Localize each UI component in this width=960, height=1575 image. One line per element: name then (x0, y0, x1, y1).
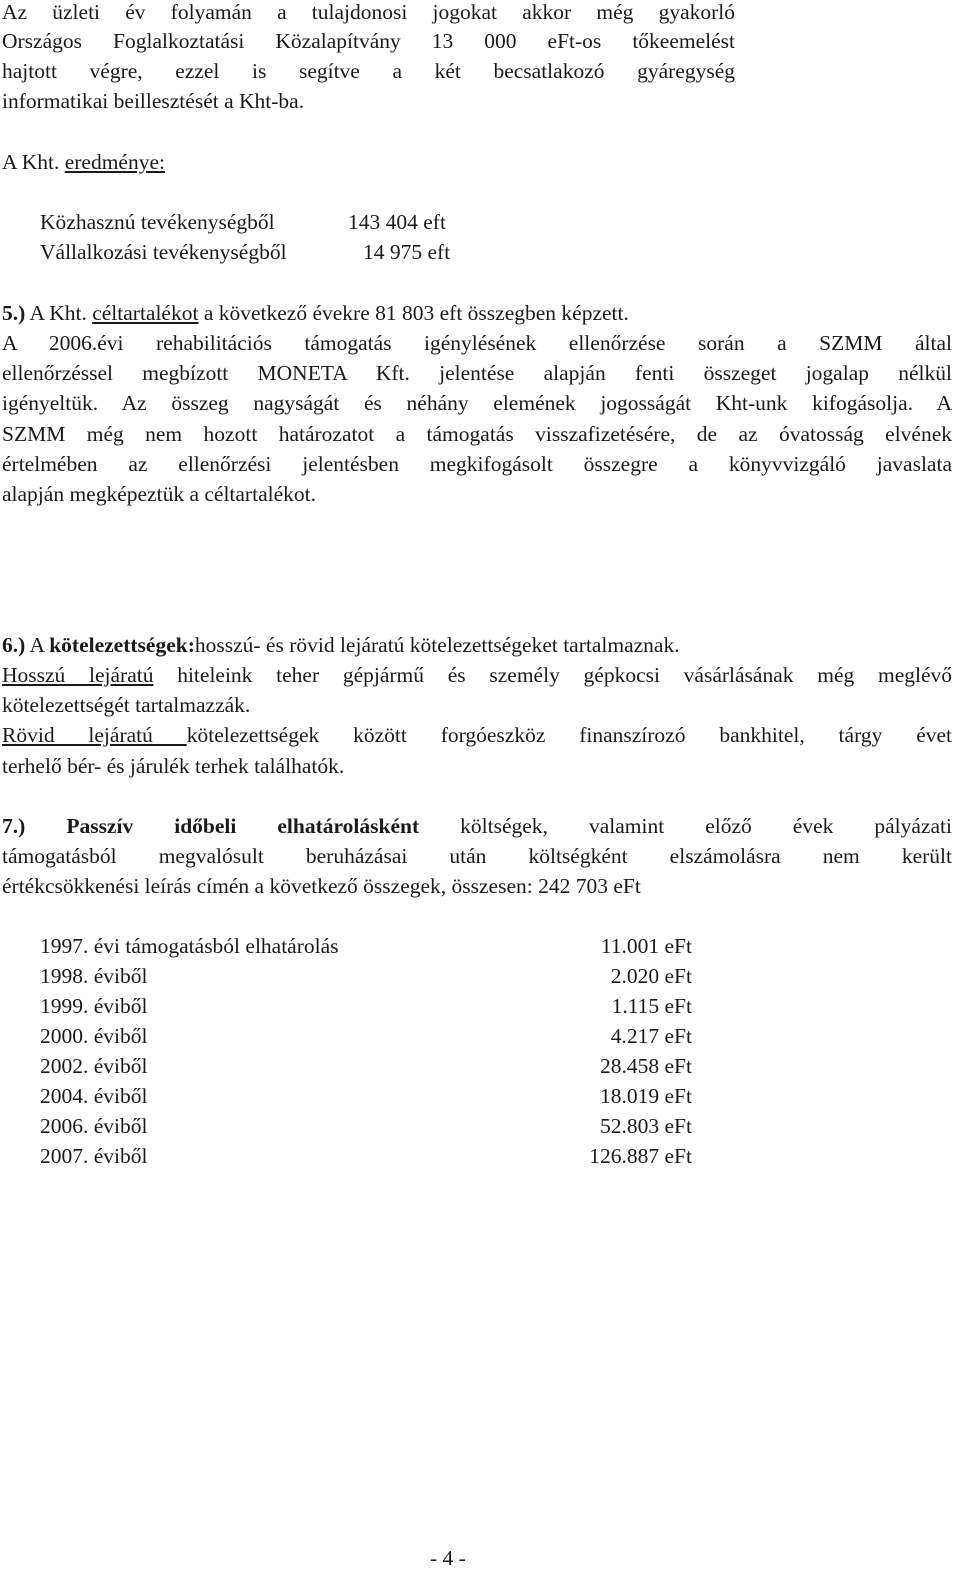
deferral-row-label: 2006. éviből (40, 1114, 148, 1138)
section-5-line: értelmében az ellenőrzési jelentésben megkifogásolt összegre a könyvvizgáló javaslata (2, 452, 952, 476)
section-6-short-term-cont: terhelő bér- és járulék terhek találhatók. (2, 754, 345, 778)
deferral-row-value: 1.115 eFt (611, 994, 692, 1018)
section-5-line: igényeltük. Az összeg nagyságát és néhány elemének jogosságát Kht-unk kifogásolja. A (2, 391, 952, 415)
page-number: - 4 - (430, 1546, 466, 1570)
section-6-long-term-cont: kötelezettségét tartalmazzák. (2, 693, 251, 717)
deferral-row-label: 1999. éviből (40, 994, 148, 1018)
result-row-value: 143 404 eft (348, 210, 446, 234)
result-row-value: 14 975 eft (363, 240, 451, 264)
section-7-line: értékcsökkenési leírás címén a következő összegek, összesen: 242 703 eFt (2, 874, 641, 898)
deferral-row-label: 2007. éviből (40, 1144, 148, 1168)
section-6-long-term: Hosszú lejáratú hiteleink teher gépjármű és személy gépkocsi vásárlásának még meglévő (2, 663, 952, 687)
deferral-row-value: 4.217 eFt (610, 1024, 692, 1048)
section-6-heading: 6.) A kötelezettségek:hosszú- és rövid lejáratú kötelezettségeket tartalmaznak. (2, 633, 680, 657)
section-7-line: támogatásból megvalósult beruházásai után költségként elszámolásra nem került (2, 844, 952, 868)
deferral-row-value: 126.887 eFt (589, 1144, 692, 1168)
section-7-heading: 7.) Passzív időbeli elhatárolásként költségek, valamint előző évek pályázati (2, 814, 952, 838)
section-5-line: SZMM még nem hozott határozatot a támogatás visszafizetésére, de az óvatosság elvének (2, 422, 952, 446)
deferral-row-label: 2002. éviből (40, 1054, 148, 1078)
intro-line: Országos Foglalkoztatási Közalapítvány 13 000 eFt-os tőkeemelést (2, 29, 735, 53)
intro-line: Az üzleti év folyamán a tulajdonosi jogokat akkor még gyakorló (2, 0, 735, 24)
result-row-label: Vállalkozási tevékenységből (40, 240, 287, 264)
result-heading: A Kht. eredménye: (2, 150, 165, 174)
section-5-heading: 5.) A Kht. céltartalékot a következő évekre 81 803 eft összegben képzett. (2, 301, 629, 325)
deferral-row-label: 1997. évi támogatásból elhatárolás (40, 934, 339, 958)
intro-line: hajtott végre, ezzel is segítve a két becsatlakozó gyáregység (2, 59, 735, 83)
intro-line: informatikai beillesztését a Kht-ba. (2, 89, 305, 113)
section-5-line: alapján megképeztük a céltartalékot. (2, 482, 316, 506)
deferral-row-value: 52.803 eFt (600, 1114, 692, 1138)
section-6-short-term: Rövid lejáratú kötelezettségek között forgóeszköz finanszírozó bankhitel, tárgy évet (2, 723, 953, 747)
deferral-row-value: 2.020 eFt (610, 964, 692, 988)
deferral-row-value: 18.019 eFt (600, 1084, 692, 1108)
deferral-row-value: 11.001 eFt (600, 934, 692, 958)
deferral-row-label: 2004. éviből (40, 1084, 148, 1108)
section-5-line: ellenőrzéssel megbízott MONETA Kft. jelentése alapján fenti összeget jogalap nélkül (2, 361, 952, 385)
deferral-row-label: 1998. éviből (40, 964, 148, 988)
result-row-label: Közhasznú tevékenységből (40, 210, 275, 234)
deferral-row-value: 28.458 eFt (600, 1054, 692, 1078)
deferral-row-label: 2000. éviből (40, 1024, 148, 1048)
section-5-line: A 2006.évi rehabilitációs támogatás igénylésének ellenőrzése során a SZMM által (2, 331, 952, 355)
